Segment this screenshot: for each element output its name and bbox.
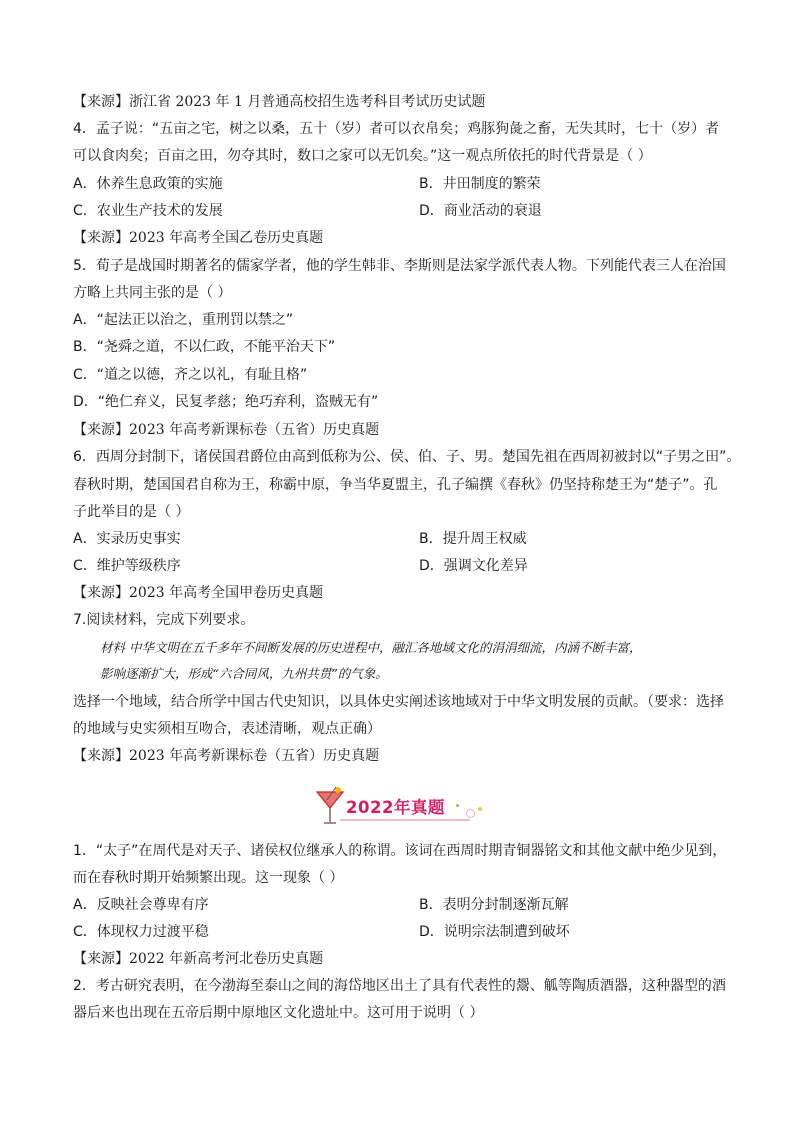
source-line: 【来源】2023 年高考新课标卷（五省）历史真题: [73, 422, 380, 438]
source-line: 【来源】2022 年新高考河北卷历史真题: [73, 951, 324, 967]
question-text: 选择一个地域，结合所学中国古代史知识，以具体史实阐述该地域对于中华文明发展的贡献。（要求：选择: [73, 694, 724, 710]
question-text: 7.阅读材料，完成下列要求。: [73, 612, 255, 628]
question-text: 的地域与史实须相互吻合，表述清晰，观点正确）: [73, 721, 381, 737]
option-row: [73, 201, 733, 221]
cocktail-glass-icon: [314, 786, 348, 828]
option-row: [73, 556, 733, 576]
decor-dot: [478, 807, 482, 811]
source-line: 【来源】2023 年高考全国乙卷历史真题: [73, 230, 324, 246]
question-text: 方略上共同主张的是（ ）: [73, 285, 232, 301]
option-d: D．说明宗法制遭到破坏: [419, 924, 570, 940]
option-b: B．“尧舜之道，不以仁政，不能平治天下”: [73, 339, 336, 355]
material-text: 影响逐渐扩大，形成“六合同风，九州共贯”的气象。: [100, 666, 388, 681]
option-b: B．表明分封制逐渐瓦解: [419, 897, 569, 913]
question-text: 子此举目的是（ ）: [73, 504, 190, 520]
question-text: 可以食肉矣；百亩之田，勿夺其时，数口之家可以无饥矣。”这一观点所依托的时代背景是（ ）: [73, 148, 652, 164]
option-d: D．强调文化差异: [419, 558, 528, 574]
question-text: 而在春秋时期开始频繁出现。这一现象（ ）: [73, 870, 344, 886]
source-line: 【来源】2023 年高考全国甲卷历史真题: [73, 585, 324, 601]
option-b: B．提升周王权威: [419, 531, 527, 547]
option-a: A．实录历史事实: [73, 531, 181, 547]
option-a: A．反映社会尊卑有序: [73, 897, 209, 913]
option-row: [73, 895, 733, 915]
question-text: 春秋时期，楚国国君自称为王，称霸中原，争当华夏盟主，孔子编撰《春秋》仍坚持称楚王为“楚子”。孔: [73, 477, 718, 493]
material-text: 材料 中华文明在五千多年不间断发展的历史进程中，融汇各地域文化的涓涓细流，内涵不断丰富，: [100, 640, 642, 655]
option-c: C．维护等级秩序: [73, 558, 181, 574]
option-c: C．“道之以德，齐之以礼，有耻且格”: [73, 367, 308, 383]
question-text: 1．“太子”在周代是对天子、诸侯权位继承人的称谓。该词在西周时期青铜器铭文和其他文献中绝少见到，: [73, 843, 727, 859]
question-text: 6．西周分封制下，诸侯国君爵位由高到低称为公、侯、伯、子、男。楚国先祖在西周初被封以“子男之田”。: [73, 449, 741, 465]
source-line: 【来源】浙江省 2023 年 1 月普通高校招生选考科目考试历史试题: [73, 94, 486, 110]
question-text: 4．孟子说：“五亩之宅，树之以桑，五十（岁）者可以衣帛矣；鸡豚狗彘之畜，无失其时，七十（岁）者: [73, 121, 720, 137]
option-a: A．休养生息政策的实施: [73, 176, 223, 192]
decor-dot: [456, 804, 459, 807]
section-banner: [314, 784, 484, 834]
question-text: 5．荀子是战国时期著名的儒家学者，他的学生韩非、李斯则是法家学派代表人物。下列能代表三人在治国: [73, 258, 726, 274]
option-b: B．井田制度的繁荣: [419, 176, 541, 192]
option-c: C．农业生产技术的发展: [73, 203, 223, 219]
title-underline: [340, 819, 470, 821]
option-a: A．“起法正以治之，重刑罚以禁之”: [73, 312, 294, 328]
question-text: 器后来也出现在五帝后期中原地区文化遗址中。这可用于说明（ ）: [73, 1005, 484, 1021]
source-line: 【来源】2023 年高考新课标卷（五省）历史真题: [73, 748, 380, 764]
decor-dot: [466, 809, 475, 818]
question-text: 2．考古研究表明，在今渤海至泰山之间的海岱地区出土了具有代表性的鬶、觚等陶质酒器，这种器型的酒: [73, 978, 726, 994]
section-title: 2022年真题: [346, 798, 445, 817]
option-d: D．商业活动的衰退: [419, 203, 542, 219]
option-row: [73, 174, 733, 194]
option-row: [73, 922, 733, 942]
option-row: [73, 529, 733, 549]
option-c: C．体现权力过渡平稳: [73, 924, 209, 940]
option-d: D．“绝仁弃义，民复孝慈；绝巧弃利，盗贼无有”: [73, 394, 379, 410]
